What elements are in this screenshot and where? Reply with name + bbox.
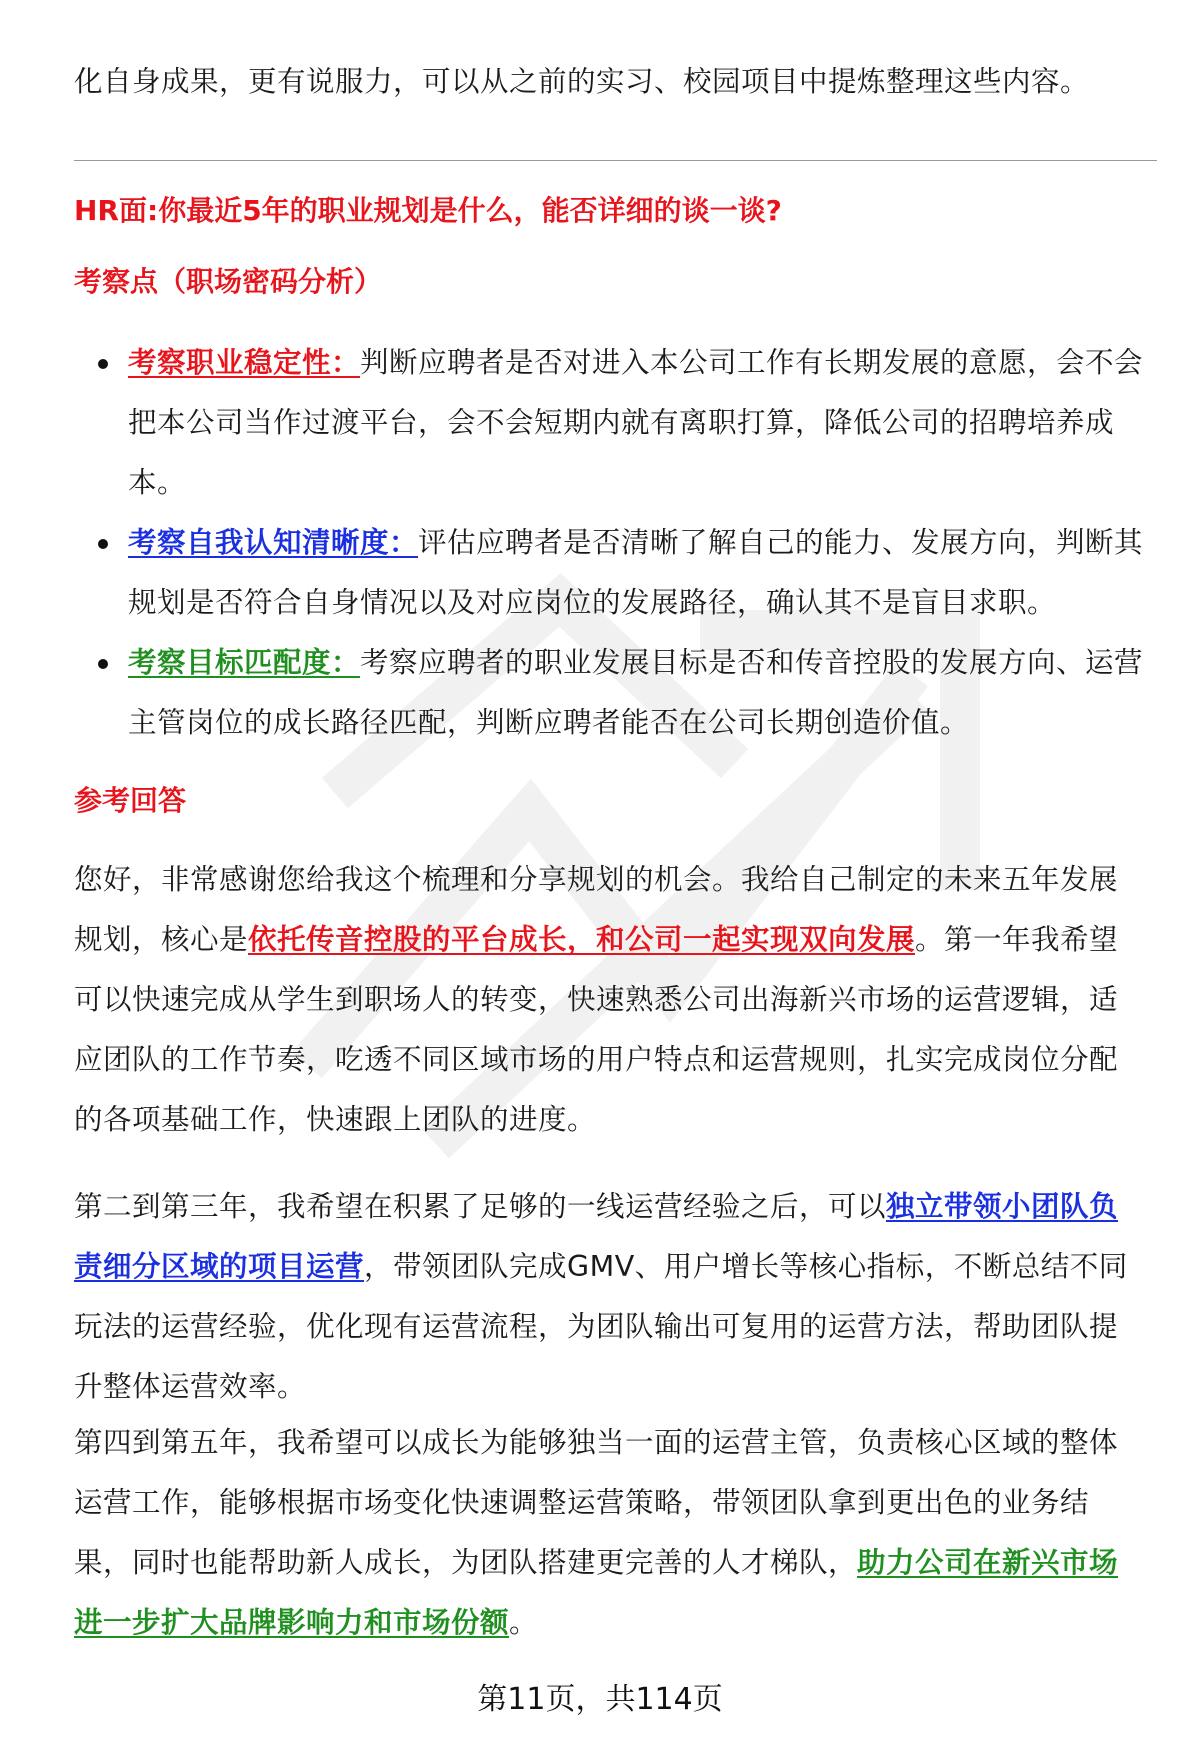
bullet-dot-icon (98, 659, 108, 669)
bullet-stability (74, 333, 1144, 513)
bullet-dot-icon (98, 539, 108, 549)
question-heading: HR面:你最近5年的职业规划是什么，能否详细的谈一谈? (74, 194, 782, 227)
focus-heading: 考察点（职场密码分析） (74, 265, 383, 298)
bullet-goal-match (74, 633, 1144, 753)
bullet-keyword: 考察目标匹配度： (128, 646, 361, 679)
bullet-text: 判断应聘者是否对进入本公司工作有长期发展的意愿，会不会把本公司当作过渡平台，会不会短期内就有离职打算，降低公司的招聘培养成本。 (128, 346, 1144, 499)
section-divider (74, 160, 1157, 161)
answer-paragraph-2 (74, 1177, 1144, 1417)
page-number: 第11页，共114页 (477, 1682, 723, 1717)
answer-text: 您好，非常感谢您给我这个梳理和分享规划的机会。我给自己制定的未来五年发展规划，核心是 (74, 863, 1119, 956)
answer-text: 第二到第三年，我希望在积累了足够的一线运营经验之后，可以 (74, 1190, 887, 1223)
answer-paragraph-3 (74, 1413, 1144, 1653)
answer-text: 第四到第五年，我希望可以成长为能够独当一面的运营主管，负责核心区域的整体运营工作，能够根据市场变化快速调整运营策略，带领团队拿到更出色的业务结果，同时也能帮助新人成长，为团队搭建更完善的人才梯队， (74, 1426, 1119, 1579)
intro-line: 化自身成果，更有说服力，可以从之前的实习、校园项目中提炼整理这些内容。 (74, 65, 1090, 98)
bullet-keyword: 考察职业稳定性： (128, 346, 361, 379)
bullet-text: 评估应聘者是否清晰了解自己的能力、发展方向，判断其规划是否符合自身情况以及对应岗位的发展路径，确认其不是盲目求职。 (128, 526, 1144, 619)
answer-text: 。第一年我希望可以快速完成从学生到职场人的转变，快速熟悉公司出海新兴市场的运营逻辑，适应团队的工作节奏，吃透不同区域市场的用户特点和运营规则，扎实完成岗位分配的各项基础工作，快速跟上团队的进度。 (74, 923, 1119, 1136)
bullet-self-awareness (74, 513, 1144, 633)
bullet-keyword: 考察自我认知清晰度： (128, 526, 419, 559)
answer-highlight: 独立带领小团队负责细分区域的项目运营 (74, 1190, 1119, 1283)
bullet-text: 考察应聘者的职业发展目标是否和传音控股的发展方向、运营主管岗位的成长路径匹配，判断应聘者能否在公司长期创造价值。 (128, 646, 1144, 739)
answer-heading: 参考回答 (74, 784, 187, 817)
answer-highlight: 助力公司在新兴市场进一步扩大品牌影响力和市场份额 (74, 1546, 1119, 1639)
answer-text: ，带领团队完成GMV、用户增长等核心指标，不断总结不同玩法的运营经验，优化现有运营流程，为团队输出可复用的运营方法，帮助团队提升整体运营效率。 (74, 1250, 1128, 1403)
answer-highlight: 依托传音控股的平台成长，和公司一起实现双向发展 (248, 923, 916, 956)
focus-bullet-list (74, 333, 1144, 753)
answer-text: 。 (509, 1606, 539, 1639)
answer-paragraph-1 (74, 850, 1144, 1150)
bullet-dot-icon (98, 359, 108, 369)
